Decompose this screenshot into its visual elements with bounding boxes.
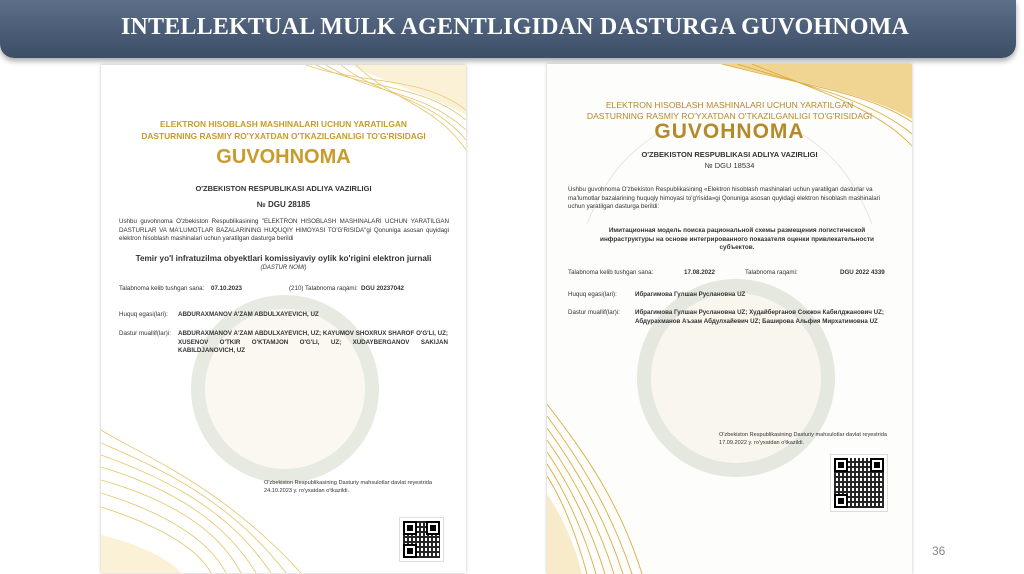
title-banner bbox=[0, 0, 1016, 58]
certificate-left bbox=[101, 65, 466, 573]
certificate-intro: Ushbu guvohnoma O'zbekiston Respublikasining «Elektron hisoblash mashinalari uchun yaratilgan dasturlar va ma'lumotlar bazalarining huquqiy himoyasi to'g'risida»gi Qonuniga asosan quyidagi elektron hisoblash mashinalari uchun yaratilgan dasturga berildi: bbox=[568, 186, 881, 211]
certificate-number: № DGU 18534 bbox=[704, 161, 755, 170]
program-name: Temir yo'l infratuzilma obyektlari komissiyaviy oylik ko'rigini elektron jurnali bbox=[135, 254, 432, 263]
registry-note: O'zbekiston Respublikasining Dasturiy mahsulotlar davlat reyestrida 17.09.2022 y. ro'yxatdan o'tkazildi. bbox=[719, 432, 888, 446]
application-number-label: (210) Talabnoma raqami: bbox=[289, 285, 358, 292]
application-number-label: Talabnoma raqami: bbox=[745, 269, 798, 276]
owner-value: ABDURAXMANOV A'ZAM ABDULXAYEVICH, UZ bbox=[178, 311, 319, 318]
certificate-right bbox=[547, 64, 912, 574]
program-name: Имитационная модель поиска рациональной схемы размещения логистической инфраструктуры на основе интегрированного показателя оценки привлекательности субъектов. bbox=[600, 227, 874, 252]
owner-label: Huquq egasi(lari): bbox=[568, 291, 617, 298]
qr-code bbox=[399, 517, 444, 562]
application-number: DGU 20237042 bbox=[361, 285, 404, 292]
header-line-1: ELEKTRON HISOBLASH MASHINALARI UCHUN YARATILGAN bbox=[605, 100, 854, 110]
ministry-name: O'ZBEKISTON RESPUBLIKASI ADLIYA VAZIRLIGI bbox=[195, 184, 372, 193]
certificate-heading: GUVOHNOMA bbox=[216, 146, 351, 168]
state-emblem-watermark bbox=[191, 295, 379, 483]
certificate-intro: Ushbu guvohnoma O'zbekiston Respublikasining "ELEKTRON HISOBLASH MASHINALARI UCHUN YARATILGAN DASTURLAR VA MA'LUMOTLAR BAZALARINING HUQUQIY HIMOYASI TO'G'RISIDA"gi Qonuniga asosan quyidagi elektron hisoblash mashinalari uchun yaratilgan dasturga berildi bbox=[119, 218, 449, 243]
application-date-label: Talabnoma kelib tushgan sana: bbox=[568, 269, 654, 276]
application-date-label: Talabnoma kelib tushgan sana: bbox=[119, 285, 205, 292]
program-name-caption: (DASTUR NOMI) bbox=[260, 265, 307, 271]
authors-label: Dastur muallif(lar)i: bbox=[119, 330, 171, 337]
authors-value: Ибрагимова Гулшан Руслановна UZ; Худайберганов Сокжон Кабилджанович UZ; Абдурахманов Аъзам Абдулхайевич UZ; Баширова Альфия Мирхатимовна UZ bbox=[635, 309, 884, 325]
registry-note: O'zbekiston Respublikasining Dasturiy mahsulotlar davlat reyestrida 24.10.2023 y. ro'yxatdan o'tkazildi. bbox=[264, 480, 433, 494]
header-line-1: ELEKTRON HISOBLASH MASHINALARI UCHUN YARATILGAN bbox=[160, 119, 407, 129]
certificate-heading: GUVOHNOMA bbox=[654, 120, 805, 143]
ministry-name: O'ZBEKISTON RESPUBLIKASI ADLIYA VAZIRLIGI bbox=[641, 150, 818, 159]
certificate-number: № DGU 28185 bbox=[256, 200, 311, 209]
application-date: 07.10.2023 bbox=[211, 285, 242, 292]
owner-label: Huquq egasi(lari): bbox=[119, 311, 168, 318]
application-date: 17.08.2022 bbox=[684, 269, 715, 276]
application-number: DGU 2022 4339 bbox=[840, 269, 885, 276]
qr-code bbox=[830, 454, 888, 512]
owner-value: Ибрагимова Гулшан Руслановна UZ bbox=[635, 291, 746, 298]
page-number: 36 bbox=[932, 544, 946, 558]
authors-value: ABDURAXMANOV A'ZAM ABDULXAYEVICH, UZ; KAYUMOV SHOXRUX SHAROF O'G'LI, UZ; XUSENOV O'TKIR O'KTAMJON O'G'LI, UZ; XUDAYBERGANOV SAKIJAN KABILDJANOVICH, UZ bbox=[178, 330, 448, 355]
header-line-2: DASTURNING RASMIY RO'YXATDAN O'TKAZILGANLIGI TO'G'RISIDAGI bbox=[586, 111, 873, 121]
header-line-2: DASTURNING RASMIY RO'YXATDAN O'TKAZILGANLIGI TO'G'RISIDAGI bbox=[141, 131, 426, 141]
authors-label: Dastur muallif(lar)i: bbox=[568, 309, 620, 316]
slide-title: INTELLEKTUAL MULK AGENTLIGIDAN DASTURGA GUVOHNOMA bbox=[120, 14, 910, 40]
